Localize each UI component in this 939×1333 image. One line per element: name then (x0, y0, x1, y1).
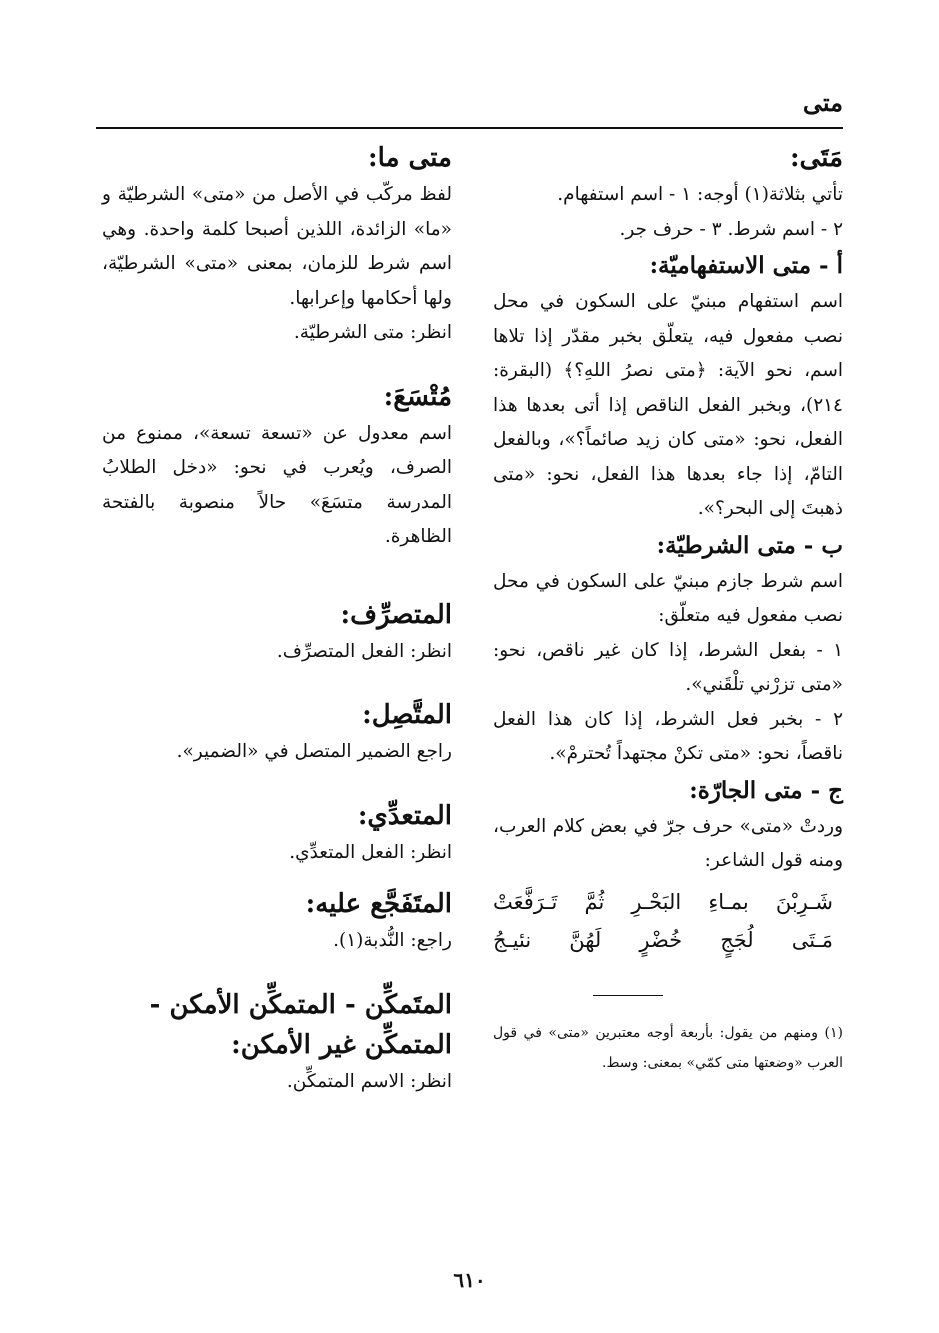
poetry-verse (493, 883, 843, 959)
entry-ref-mutasarrif: انظر: الفعل المتصرِّف. (276, 640, 452, 662)
entry-title-mutsa: مُتْسَعَ: (383, 381, 452, 412)
section-b-text: اسم شرط جازم مبنيّ على السكون في محل نصب مفعول فيه متعلّق: (493, 570, 843, 626)
entry-title-mutafajja: المتَفَجَّع عليه: (305, 889, 452, 919)
entry-text-mata-ma: لفظ مركّب في الأصل من «متى» الشرطيّة و «ما» الزائدة، اللذين أصبحا كلمة واحدة. وهي اسم شرط للزمان، بمعنى «متى» الشرطيّة، ولها أحكامها وإعرابها. (102, 184, 452, 309)
section-c-text: وردتْ «متى» حرف جرّ في بعض كلام العرب، ومنه قول الشاعر: (493, 815, 843, 871)
section-a-text: اسم استفهام مبنيّ على السكون في محل نصب مفعول فيه، يتعلّق بخبر مقدّر إذا تلاها اسم، نحو الآية: ﴿متى نصرُ اللهِ؟﴾ (البقرة: ٢١٤)، وبخبر الفعل الناقص إذا أتى بعدها هذا الفعل، نحو: «متى كان زيد صائماً؟»، وبالفعل التامّ، إذا جاء بعدها هذا الفعل، نحو: «متى ذهبتَ إلى البحر؟». (493, 291, 843, 519)
section-b-item-1: ١ - بفعل الشرط، إذا كان غير ناقص، نحو: «متى تزرْني تلْقَني». (493, 639, 843, 695)
section-c-title: ج - متى الجارّة: (689, 776, 843, 804)
intro-text-2: ٢ - اسم شرط. ٣ - حرف جر. (619, 218, 843, 240)
entry-ref-mutaaddi: انظر: الفعل المتعدِّي. (289, 841, 452, 863)
verse-line-1: شَـرِبْنَ بمـاءِ البَحْـرِ ثُمَّ تَـرَفَّعَتْ (493, 889, 833, 914)
header-rule (96, 127, 843, 129)
entry-text-mutsa: اسم معدول عن «تسعة تسعة»، ممنوع من الصرف، ويُعرب في نحو: «دخل الطلابُ المدرسة متسَعَ» حالاً منصوبة بالفتحة الظاهرة. (102, 422, 452, 547)
entry-ref-mutamakkin: انظر: الاسم المتمكِّن. (286, 1070, 452, 1092)
entry-ref-muttasil: راجع الضمير المتصل في «الضمير». (176, 741, 452, 762)
entry-ref-mutafajja: راجع: النُّدبة(١). (333, 930, 452, 951)
right-column (493, 138, 843, 1078)
entry-title-mata: مَتَى: (789, 143, 843, 173)
entry-title-mutasarrif: المتصرِّف: (340, 599, 452, 630)
page-number: ٦١٠ (453, 1268, 486, 1292)
footnote: (١) ومنهم من يقول: بأربعة أوجه معتبرين «متى» في قول العرب «وضعتها متى كمّي» بمعنى: وسط. (493, 1024, 843, 1071)
verse-line-2: مَـتَى لُجَجٍ خُضْرٍ لَهُنَّ نئيـجُ (493, 927, 833, 952)
entry-title-muttasil: المتَّصِل: (362, 700, 452, 730)
section-b-item-2: ٢ - بخبر فعل الشرط، إذا كان هذا الفعل ناقصاً، نحو: «متى تكنْ مجتهداً تُحترمْ». (493, 708, 843, 764)
left-column (102, 138, 452, 1099)
entry-title-mutaaddi: المتعدِّي: (357, 800, 452, 831)
section-a-title: أ - متى الاستفهاميّة: (649, 252, 843, 279)
intro-text-1: تأتي بثلاثة(١) أوجه: ١ - اسم استفهام. (557, 184, 843, 205)
footnote-divider (593, 995, 663, 996)
entry-title-mutamakkin: المتَمكِّن - المتمكِّن الأمكن - المتمكِّن غير الأمكن: (149, 989, 452, 1060)
entry-title-mata-ma: متى ما: (368, 143, 452, 173)
running-head: متى (802, 88, 843, 117)
section-b-title: ب - متى الشرطيّة: (656, 531, 843, 559)
entry-ref-mata-ma: انظر: متى الشرطيّة. (293, 322, 452, 343)
